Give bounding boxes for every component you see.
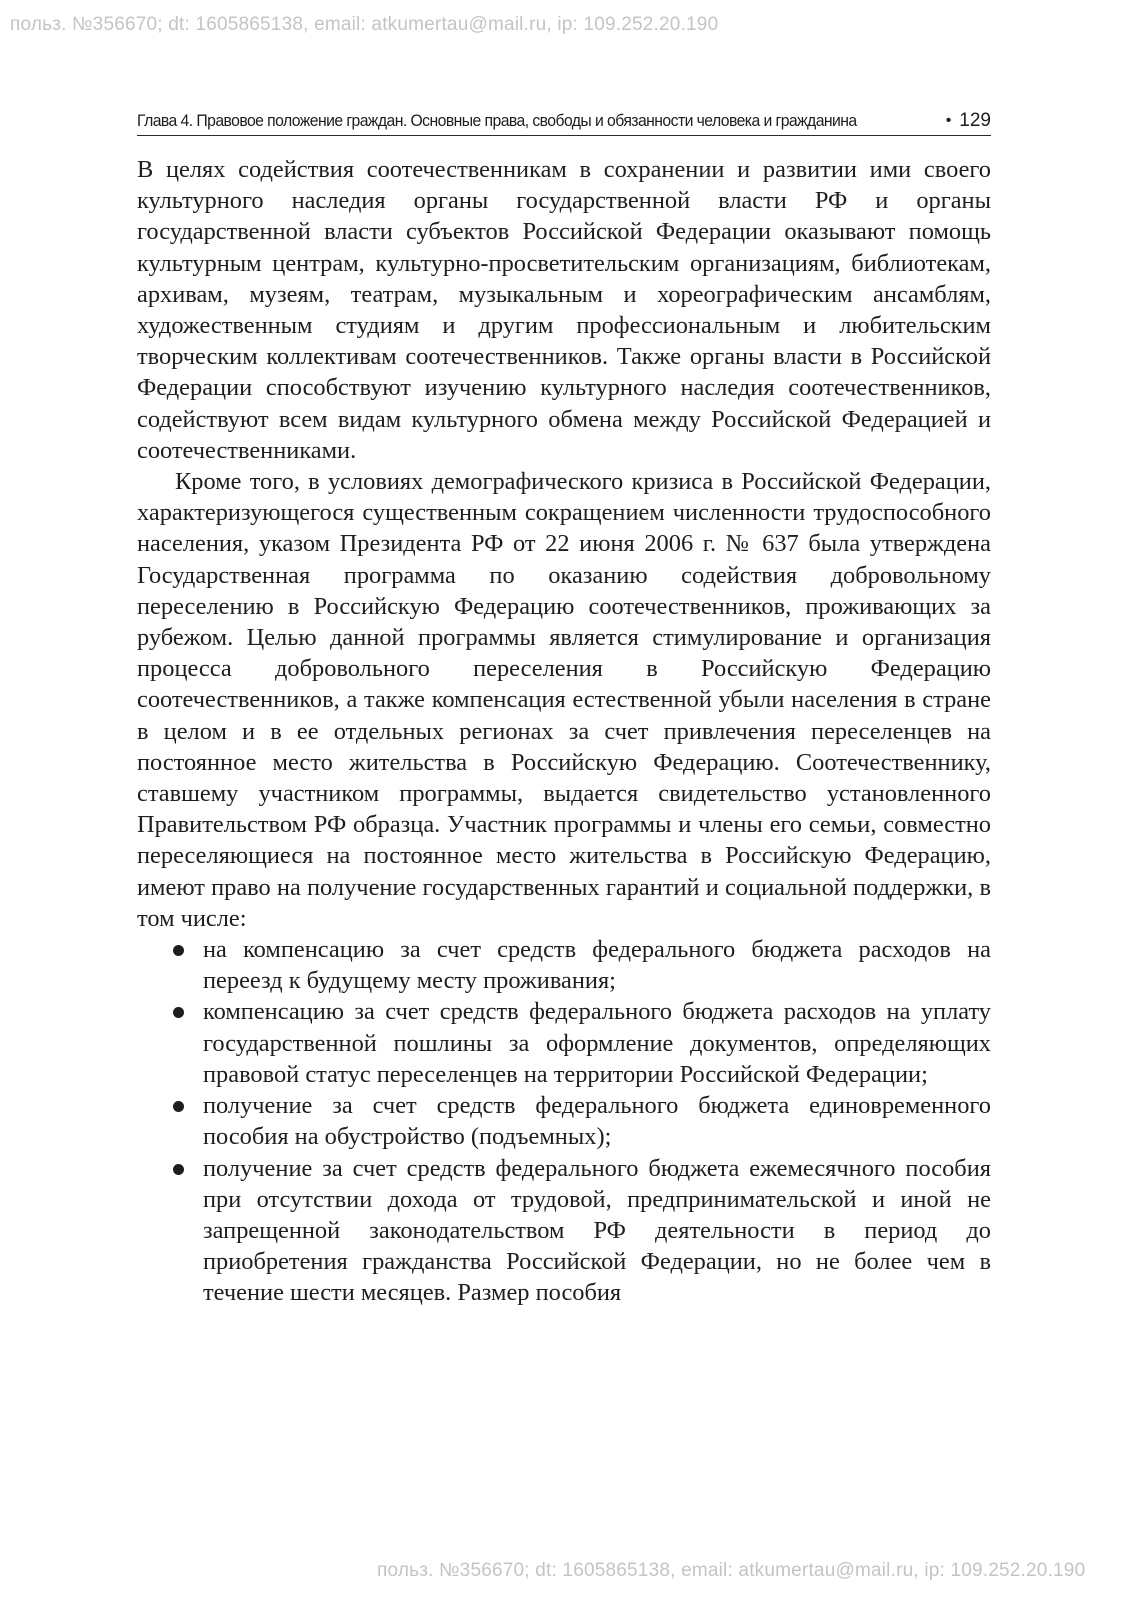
bullet-icon [173, 1101, 184, 1112]
page-number: 129 [959, 109, 991, 131]
running-head [137, 106, 991, 136]
header-separator: • [945, 111, 952, 129]
chapter-title: Глава 4. Правовое положение граждан. Основные права, свободы и обязанности человека и гражданина [137, 110, 857, 130]
list-item-text: получение за счет средств федерального бюджета ежемесячного пособия при отсутствии дохода от трудовой, предпринимательской и иной не запрещенной законодательством РФ деятельности в период до приобретения гражданства Российской Федерации, но не более чем в течение шести месяцев. Размер пособия [203, 1154, 991, 1307]
list-item-text: компенсацию за счет средств федерального бюджета расходов на уплату государственной пошлины за оформление документов, определяющих правовой статус переселенцев на территории Российской Федерации; [203, 998, 991, 1088]
list-item [203, 1090, 991, 1152]
benefits-list [137, 934, 991, 1308]
list-item-text: получение за счет средств федерального бюджета единовременного пособия на обустройство (подъемных); [203, 1092, 991, 1151]
list-item [203, 1153, 991, 1309]
list-item [203, 996, 991, 1090]
bullet-icon [173, 945, 184, 956]
bullet-icon [173, 1164, 184, 1175]
list-item-text: на компенсацию за счет средств федерального бюджета расходов на переезд к будущему месту проживания; [203, 936, 991, 995]
page-meta [946, 110, 991, 132]
page-body [137, 154, 991, 1309]
paragraph-2: Кроме того, в условиях демографического кризиса в Российской Федерации, характеризующегося существенным сокращением численности трудоспособного населения, указом Президента РФ от 22 июня 2006 г. № 637 была утверждена Государственная программа по оказанию содействия добровольному переселению в Российскую Федерацию соотечественников, проживающих за рубежом. Целью данной программы является стимулирование и организация процесса добровольного переселения в Российскую Федерацию соотечественников, а также компенсация естественной убыли населения в стране в целом и в ее отдельных регионах за счет привлечения переселенцев на постоянное место жительства в Российскую Федерацию. Соотечественнику, ставшему участником программы, выдается свидетельство установленного Правительством РФ образца. Участник программы и члены его семьи, совместно переселяющиеся на постоянное место жительства в Российскую Федерацию, имеют право на получение государственных гарантий и социальной поддержки, в том числе: [137, 468, 991, 932]
watermark-bottom: польз. №356670; dt: 1605865138, email: atkumertau@mail.ru, ip: 109.252.20.190 [377, 1560, 1086, 1581]
paragraph-1: В целях содействия соотечественникам в сохранении и развитии ими своего культурного наследия органы государственной власти РФ и органы государственной власти субъектов Российской Федерации оказывают помощь культурным центрам, культурно-просветительским организациям, библиотекам, архивам, музеям, театрам, музыкальным и хореографическим ансамблям, художественным студиям и другим профессиональным и любительским творческим коллективам соотечественников. Также органы власти в Российской Федерации способствуют изучению культурного наследия соотечественников, содействуют всем видам культурного обмена между Российской Федерацией и соотечественниками. [137, 156, 991, 464]
list-item [203, 934, 991, 996]
watermark-top: польз. №356670; dt: 1605865138, email: atkumertau@mail.ru, ip: 109.252.20.190 [10, 14, 719, 35]
bullet-icon [173, 1007, 184, 1018]
